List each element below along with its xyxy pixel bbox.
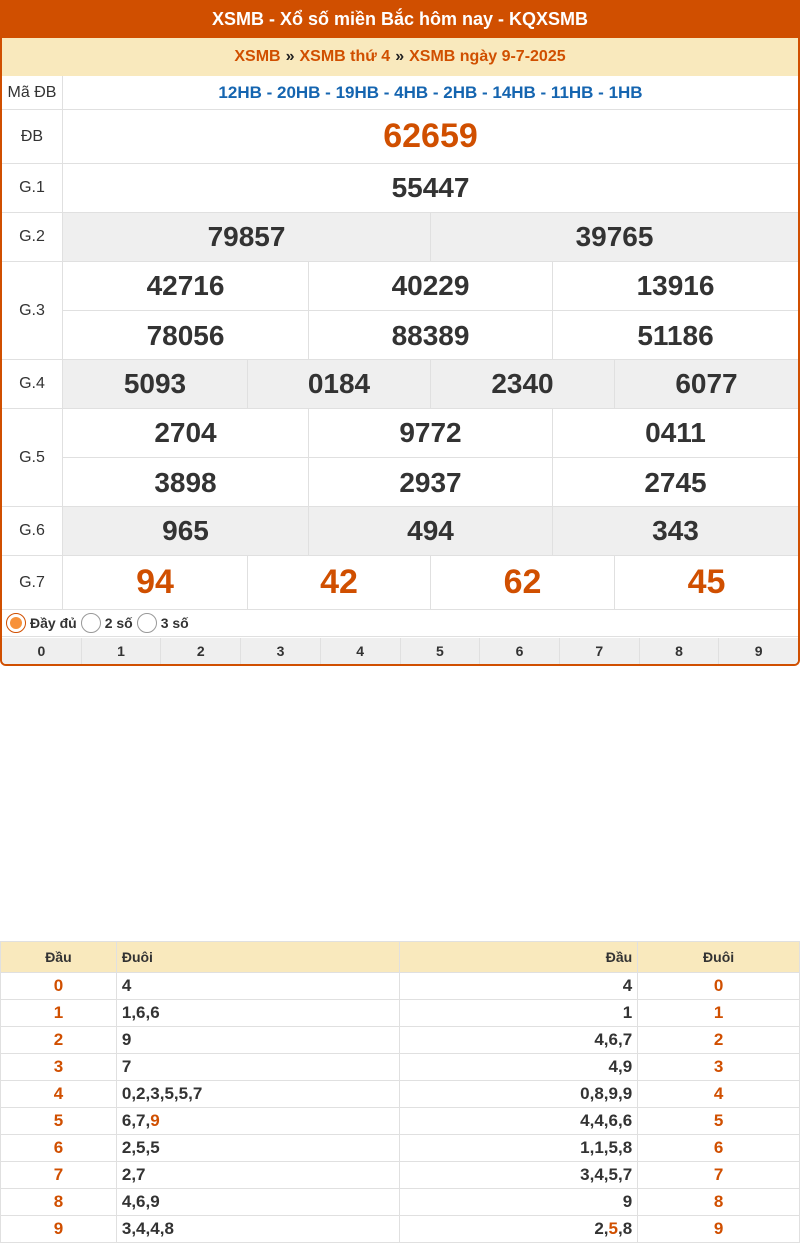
row-label: G.3 <box>2 262 63 359</box>
loto-tail-number: 2 <box>121 1165 132 1184</box>
radio-selected-icon <box>6 613 26 633</box>
loto-head-number: 6 <box>622 1111 633 1130</box>
loto-head-number: 4 <box>622 976 633 995</box>
filter-radio-3-digits[interactable] <box>137 613 189 633</box>
loto-tail-number: 8 <box>164 1219 174 1238</box>
breadcrumb <box>2 38 798 76</box>
prize-number: 39765 <box>575 221 654 252</box>
loto-tail-number: 4 <box>136 1219 146 1238</box>
table-row <box>1 1000 800 1027</box>
prize-number-db: 62659 <box>383 117 478 155</box>
table-row <box>1 1027 800 1054</box>
loto-tail-number: 6 <box>136 1192 146 1211</box>
digit-button-8[interactable]: 8 <box>640 638 720 664</box>
loto-head-number: 7 <box>622 1165 633 1184</box>
breadcrumb-link-date[interactable]: XSMB ngày 9-7-2025 <box>409 48 566 65</box>
loto-tail-number: 1 <box>121 1003 132 1022</box>
loto-tail-number: 4 <box>121 1192 132 1211</box>
row-label: G.4 <box>2 360 63 408</box>
prize-number: 78056 <box>63 311 309 360</box>
row-label: Mã ĐB <box>2 76 63 109</box>
prize-row-g3 <box>2 262 798 360</box>
prize-number: 55447 <box>391 172 470 203</box>
loto-tail-number: 5 <box>164 1084 174 1103</box>
prize-number: 42716 <box>63 262 309 310</box>
loto-head-digit: 3 <box>1 1054 117 1081</box>
prize-number-g7: 45 <box>687 563 726 601</box>
digit-button-1[interactable]: 1 <box>82 638 162 664</box>
prize-number: 0184 <box>248 360 431 408</box>
loto-head-number: 4 <box>594 1030 604 1049</box>
loto-head-number: 6 <box>608 1111 618 1130</box>
loto-tail-number: 6 <box>150 1003 160 1022</box>
prize-number: 2937 <box>309 458 553 507</box>
loto-tail-number: 5 <box>136 1138 146 1157</box>
prize-number: 5093 <box>63 360 248 408</box>
prize-number: 40229 <box>309 262 553 310</box>
loto-head-number: 4 <box>594 1111 604 1130</box>
loto-head-list <box>399 1000 638 1027</box>
prize-row-g1 <box>2 164 798 213</box>
prize-row-db <box>2 110 798 164</box>
loto-body <box>1 973 800 1243</box>
prize-number: 965 <box>63 507 309 555</box>
loto-head-number: 8 <box>622 1138 633 1157</box>
prize-row-g6 <box>2 507 798 556</box>
loto-head-number: 5 <box>608 1165 618 1184</box>
loto-tail-number: 3 <box>150 1084 160 1103</box>
prize-number: 3898 <box>63 458 309 507</box>
prize-number: 51186 <box>637 319 714 351</box>
breadcrumb-separator: » <box>395 48 405 65</box>
loto-head-digit: 6 <box>1 1135 117 1162</box>
loto-head-digit: 0 <box>1 973 117 1000</box>
loto-tail-list: 4,6,9 <box>116 1189 399 1216</box>
loto-tail-digit: 8 <box>638 1189 800 1216</box>
loto-header-row <box>1 942 800 973</box>
loto-tail-number: 5 <box>178 1084 189 1103</box>
loto-head-number: 9 <box>608 1084 618 1103</box>
loto-tail-digit: 3 <box>638 1054 800 1081</box>
row-label: G.6 <box>2 507 63 555</box>
loto-head-number: 9 <box>622 1084 633 1103</box>
loto-head-digit: 1 <box>1 1000 117 1027</box>
loto-tail-number: 7 <box>192 1084 203 1103</box>
loto-tail-digit: 5 <box>638 1108 800 1135</box>
header-duoi: Đuôi <box>116 942 399 973</box>
digit-highlight-bar <box>2 638 798 664</box>
table-row <box>1 1162 800 1189</box>
loto-head-digit: 5 <box>1 1108 117 1135</box>
loto-head-number: 7 <box>622 1030 633 1049</box>
prize-number: 2745 <box>644 466 707 498</box>
filter-radio-2-digits[interactable] <box>81 613 133 633</box>
digit-button-4[interactable]: 4 <box>321 638 401 664</box>
loto-tail-list: 0,2,3,5,5,7 <box>116 1081 399 1108</box>
prize-number: 2704 <box>63 409 309 457</box>
loto-tail-number: 7 <box>136 1111 146 1130</box>
table-row <box>1 1216 800 1243</box>
row-label: G.7 <box>2 556 63 609</box>
loto-head-number: 6 <box>608 1030 618 1049</box>
loto-tail-digit: 7 <box>638 1162 800 1189</box>
prize-number: 494 <box>309 507 553 555</box>
loto-head-number: 1 <box>580 1138 590 1157</box>
header-dau: Đầu <box>399 942 638 973</box>
prize-number: 343 <box>652 515 699 546</box>
loto-head-number: 2 <box>594 1219 604 1238</box>
prize-number: 88389 <box>309 311 553 360</box>
loto-head-list: 2,5,8 <box>399 1216 638 1243</box>
loto-head-digit: 9 <box>1 1216 117 1243</box>
prize-number-g7: 62 <box>431 556 615 609</box>
row-label: G.1 <box>2 164 63 212</box>
header-dau: Đầu <box>1 942 117 973</box>
breadcrumb-link-weekday[interactable]: XSMB thứ 4 <box>299 48 391 65</box>
loto-tail-list <box>116 973 399 1000</box>
loto-tail-number: 7 <box>136 1165 146 1184</box>
prize-row-g5 <box>2 409 798 507</box>
filter-label: 3 số <box>160 615 189 631</box>
loto-head-number: 4 <box>580 1111 590 1130</box>
loto-head-number: 8 <box>622 1219 633 1238</box>
loto-tail-digit: 1 <box>638 1000 800 1027</box>
table-row <box>1 1189 800 1216</box>
digit-button-3[interactable]: 3 <box>241 638 321 664</box>
radio-empty-icon <box>81 613 101 633</box>
loto-head-list: 4,6,7 <box>399 1027 638 1054</box>
loto-head-list <box>399 1189 638 1216</box>
loto-tail-number: 4 <box>150 1219 160 1238</box>
loto-tail-list: 3,4,4,8 <box>116 1216 399 1243</box>
loto-head-list: 4,4,6,6 <box>399 1108 638 1135</box>
loto-head-number: 3 <box>580 1165 590 1184</box>
loto-tail-number: 5 <box>150 1138 160 1157</box>
loto-tail-number: 9 <box>150 1111 160 1130</box>
loto-head-number: 5 <box>608 1138 618 1157</box>
loto-tail-digit: 9 <box>638 1216 800 1243</box>
filter-label: 2 số <box>104 615 133 631</box>
loto-tail-digit: 6 <box>638 1135 800 1162</box>
prize-row-g7 <box>2 556 798 610</box>
loto-head-number: 1 <box>622 1003 633 1022</box>
loto-table <box>0 941 800 1243</box>
digit-button-5[interactable]: 5 <box>401 638 481 664</box>
loto-head-number: 8 <box>594 1084 604 1103</box>
prize-row-g2 <box>2 213 798 262</box>
table-row <box>1 1135 800 1162</box>
filter-label: Đầy đủ <box>30 615 77 631</box>
loto-tail-number: 0 <box>121 1084 132 1103</box>
loto-head-list: 4,9 <box>399 1054 638 1081</box>
breadcrumb-link-xsmb[interactable]: XSMB <box>234 48 281 65</box>
loto-tail-number: 9 <box>150 1192 160 1211</box>
loto-head-number: 1 <box>594 1138 604 1157</box>
loto-head-list: 0,8,9,9 <box>399 1081 638 1108</box>
filter-radio-full[interactable] <box>6 613 77 633</box>
loto-tail-list: 6,7,9 <box>116 1108 399 1135</box>
special-code-row <box>2 76 798 110</box>
loto-tail-number: 6 <box>121 1111 132 1130</box>
table-row <box>1 1054 800 1081</box>
loto-head-number: 0 <box>580 1084 590 1103</box>
loto-head-number: 5 <box>608 1219 618 1238</box>
loto-tail-number: 9 <box>121 1030 132 1049</box>
row-label: G.2 <box>2 213 63 261</box>
digit-button-7[interactable]: 7 <box>560 638 640 664</box>
loto-tail-list: 1,6,6 <box>116 1000 399 1027</box>
loto-head-list: 1,1,5,8 <box>399 1135 638 1162</box>
loto-head-digit: 2 <box>1 1027 117 1054</box>
digit-button-0[interactable]: 0 <box>2 638 82 664</box>
radio-empty-icon <box>137 613 157 633</box>
loto-head-number: 4 <box>594 1165 604 1184</box>
loto-tail-number: 7 <box>121 1057 132 1076</box>
loto-tail-digit: 0 <box>638 973 800 1000</box>
special-code-value: 12HB - 20HB - 19HB - 4HB - 2HB - 14HB - 11HB - 1HB <box>218 82 643 102</box>
row-label: G.5 <box>2 409 63 506</box>
loto-tail-list <box>116 1054 399 1081</box>
display-filter <box>2 610 798 637</box>
loto-head-number: 9 <box>622 1192 633 1211</box>
header-duoi: Đuôi <box>638 942 800 973</box>
loto-tail-number: 6 <box>136 1003 146 1022</box>
breadcrumb-separator: » <box>285 48 295 65</box>
loto-tail-list: 2,5,5 <box>116 1135 399 1162</box>
loto-head-list <box>399 973 638 1000</box>
loto-tail-list: 2,7 <box>116 1162 399 1189</box>
loto-tail-list <box>116 1027 399 1054</box>
loto-tail-digit: 4 <box>638 1081 800 1108</box>
prize-number: 6077 <box>675 368 738 399</box>
prize-row-g4 <box>2 360 798 409</box>
prize-number: 0411 <box>645 417 706 448</box>
loto-head-digit: 7 <box>1 1162 117 1189</box>
row-label: ĐB <box>2 110 63 163</box>
loto-tail-number: 2 <box>121 1138 132 1157</box>
prize-number-g7: 94 <box>63 556 248 609</box>
table-row <box>1 1081 800 1108</box>
loto-head-number: 9 <box>622 1057 633 1076</box>
page-title: XSMB - Xổ số miền Bắc hôm nay - KQXSMB <box>0 0 800 38</box>
prize-number: 79857 <box>63 213 431 261</box>
loto-tail-number: 3 <box>121 1219 132 1238</box>
prize-number: 2340 <box>431 360 615 408</box>
table-row <box>1 1108 800 1135</box>
loto-tail-number: 4 <box>121 976 132 995</box>
loto-head-digit: 4 <box>1 1081 117 1108</box>
loto-head-list: 3,4,5,7 <box>399 1162 638 1189</box>
loto-tail-number: 2 <box>136 1084 146 1103</box>
prize-number: 13916 <box>636 270 715 301</box>
digit-button-2[interactable]: 2 <box>161 638 241 664</box>
table-row <box>1 973 800 1000</box>
digit-button-6[interactable]: 6 <box>480 638 560 664</box>
loto-tail-digit: 2 <box>638 1027 800 1054</box>
loto-head-digit: 8 <box>1 1189 117 1216</box>
digit-button-9[interactable]: 9 <box>754 643 763 659</box>
prize-number-g7: 42 <box>248 556 431 609</box>
prize-number: 9772 <box>309 409 553 457</box>
loto-head-number: 4 <box>608 1057 618 1076</box>
